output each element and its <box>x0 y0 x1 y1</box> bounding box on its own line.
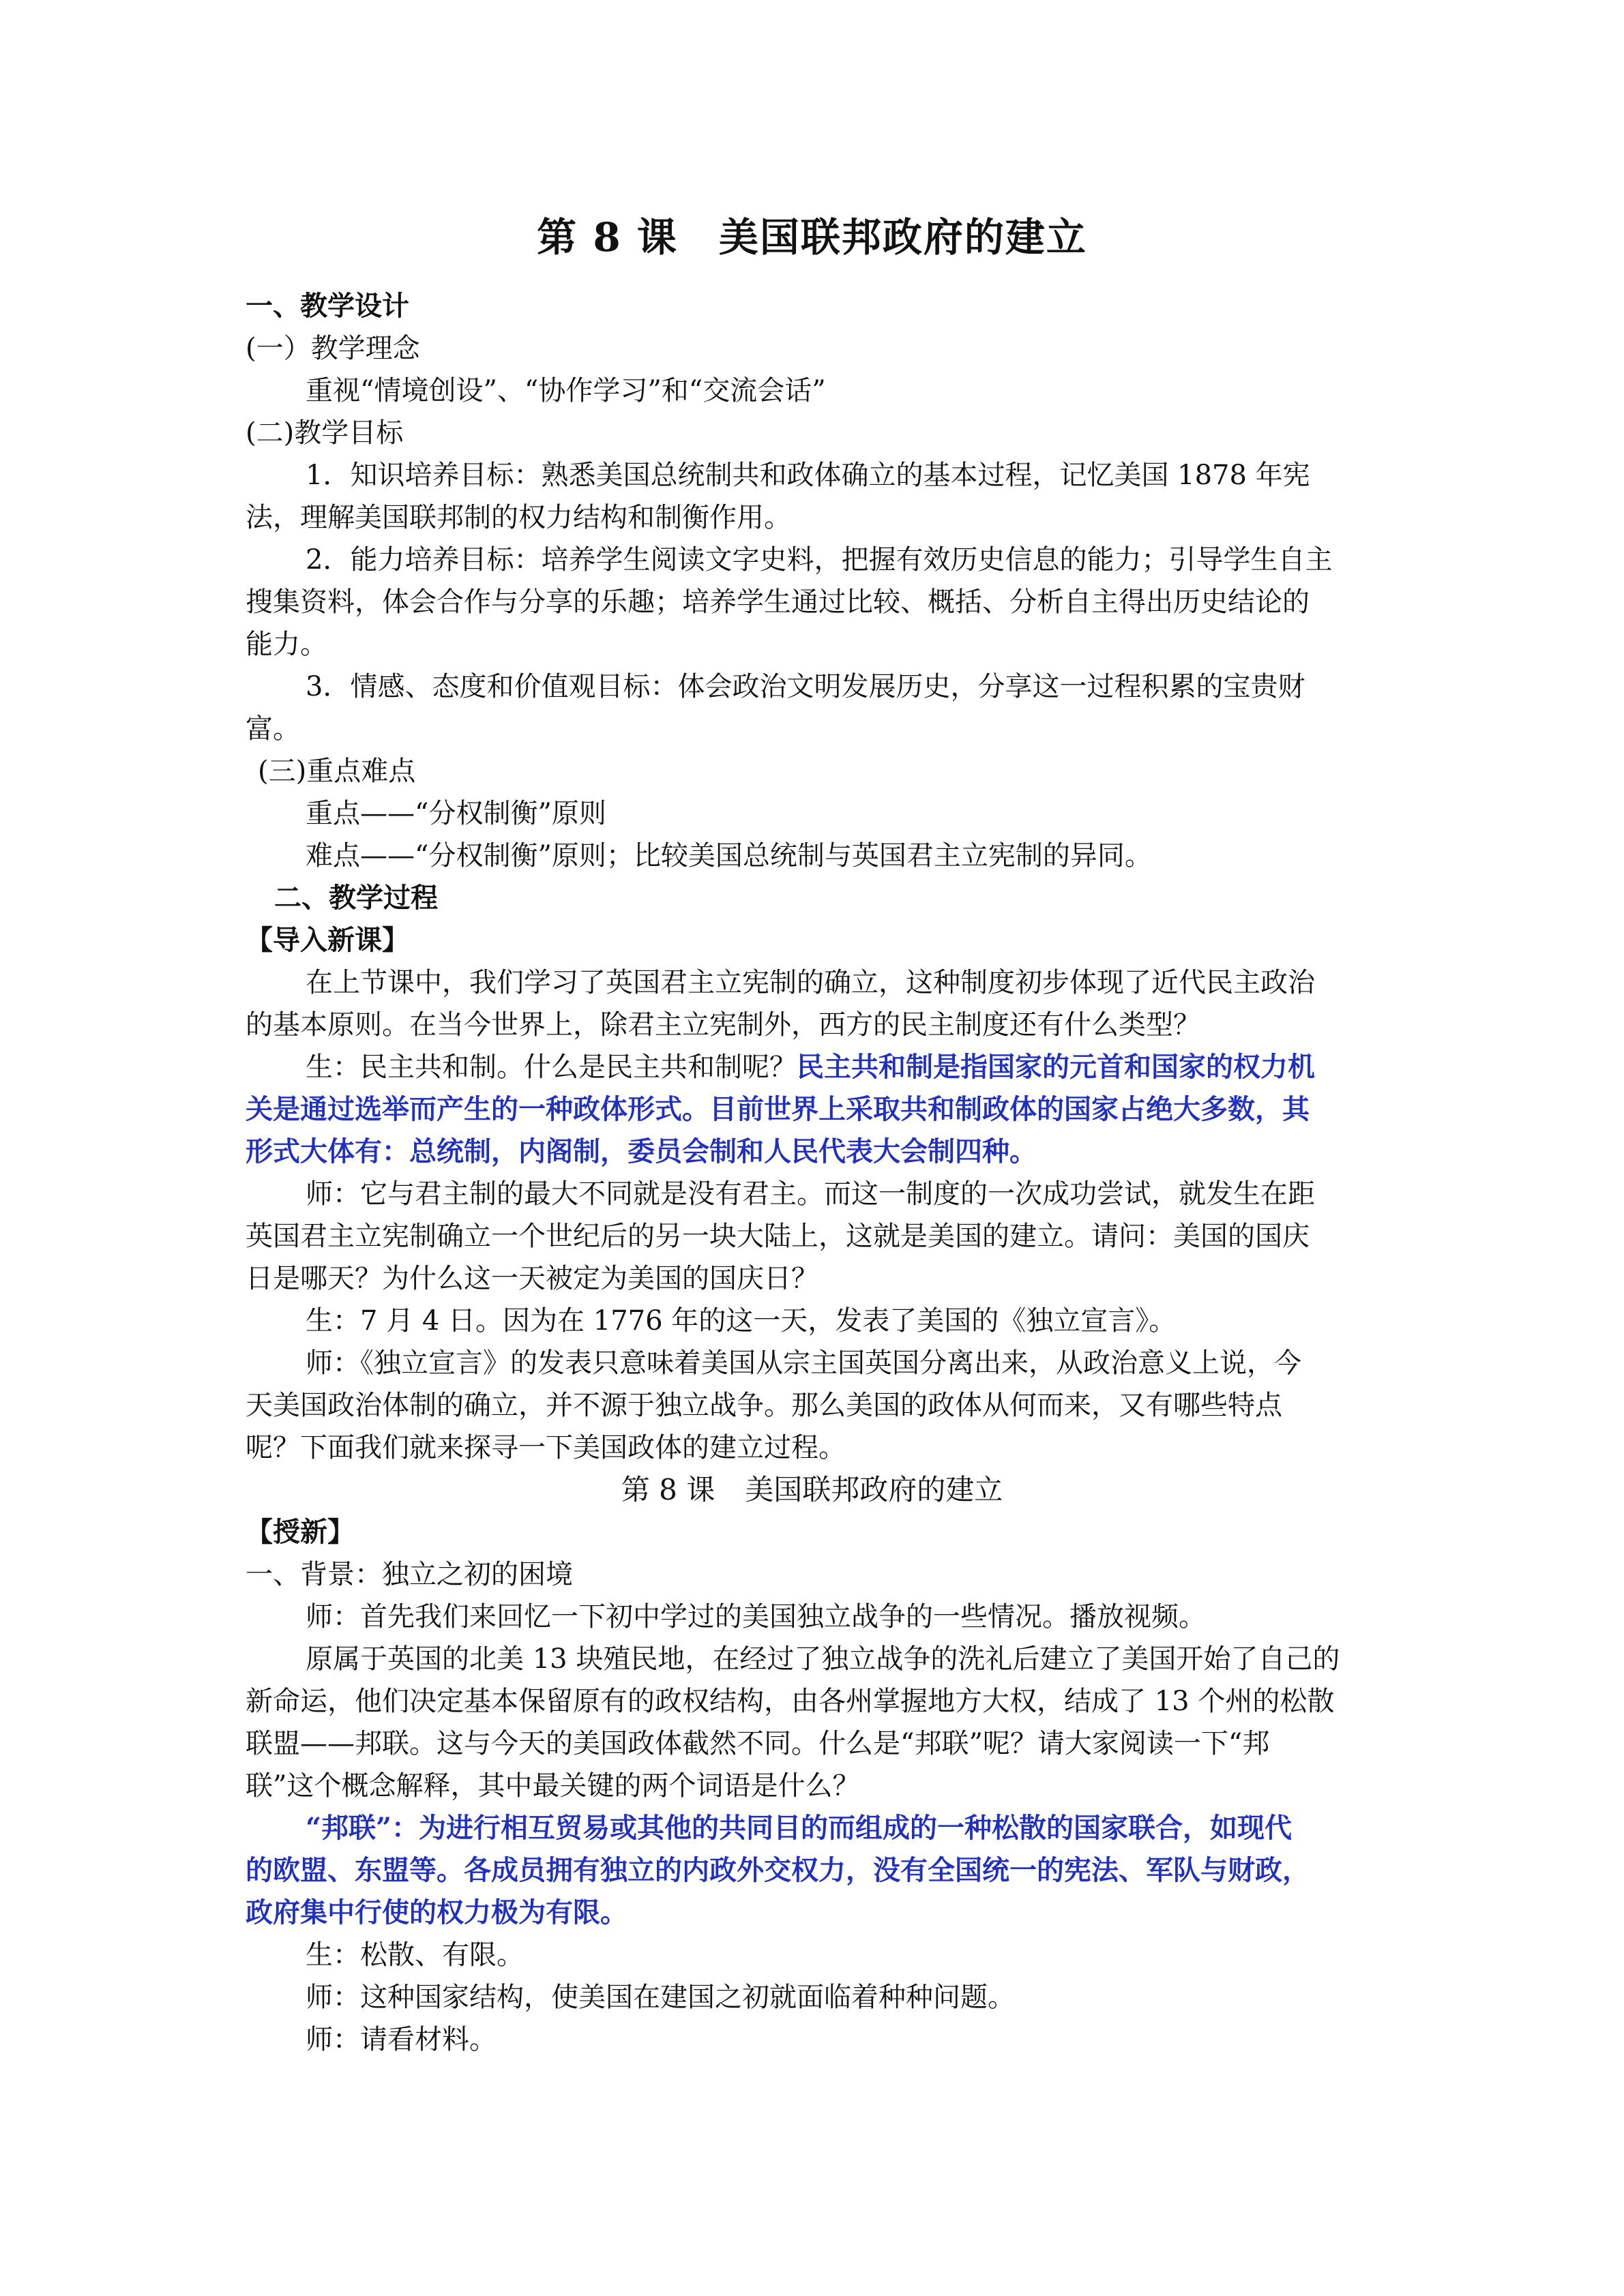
goal-2-line-2: 搜集资料，体会合作与分享的乐趣；培养学生通过比较、概括、分析自主得出历史结论的 <box>246 586 1310 618</box>
section-heading-teaching-design: 一、教学设计 <box>246 290 409 322</box>
goal-2-line-1: 2．能力培养目标：培养学生阅读文字史料，把握有效历史信息的能力；引导学生自主 <box>306 544 1333 576</box>
paragraph-6: 师：首先我们来回忆一下初中学过的美国独立战争的一些情况。播放视频。 <box>306 1601 1206 1632</box>
intro-heading: 【导入新课】 <box>246 925 409 956</box>
paragraph-7-line-4: 联”这个概念解释，其中最关键的两个词语是什么？ <box>246 1770 860 1802</box>
confederation-definition-line-2: 的欧盟、东盟等。各成员拥有独立的内政外交权力，没有全国统一的宪法、军队与财政， <box>246 1854 1310 1886</box>
paragraph-5-line-1: 师：《独立宣言》的发表只意味着美国从宗主国英国分离出来，从政治意义上说，今 <box>306 1347 1301 1379</box>
confederation-definition-line-1: “邦联”：为进行相互贸易或其他的共同目的而组成的一种松散的国家联合，如现代 <box>306 1812 1293 1844</box>
new-lesson-heading: 【授新】 <box>246 1517 355 1548</box>
lesson-subtitle <box>0 1469 1624 1511</box>
paragraph-5-line-3: 呢？下面我们就来探寻一下美国政体的建立过程。 <box>246 1432 846 1463</box>
paragraph-7-line-3: 联盟——邦联。这与今天的美国政体截然不同。什么是“邦联”呢？请大家阅读一下“邦 <box>246 1728 1270 1759</box>
definition-highlight: 民主共和制是指国家的元首和国家的权力机 <box>797 1051 1315 1083</box>
goal-2-line-3: 能力。 <box>246 629 327 660</box>
lesson-subtitle-number: 第 8 课 <box>621 1473 715 1506</box>
concept-text: 重视“情境创设”、“协作学习”和“交流会话” <box>306 375 826 406</box>
paragraph-1-line-1: 在上节课中，我们学习了英国君主立宪制的确立，这种制度初步体现了近代民主政治 <box>306 967 1315 998</box>
subheading-teaching-goals: (二)教学目标 <box>246 417 404 449</box>
paragraph-3-line-3: 日是哪天？为什么这一天被定为美国的国庆日？ <box>246 1263 818 1294</box>
paragraph-1-line-2: 的基本原则。在当今世界上，除君主立宪制外，西方的民主制度还有什么类型？ <box>246 1009 1200 1041</box>
page-title: 第 8 课 美国联邦政府的建立 <box>537 214 1087 260</box>
goal-1-line-1: 1．知识培养目标：熟悉美国总统制共和政体确立的基本过程，记忆美国 1878 年宪 <box>306 460 1310 491</box>
paragraph-2-line-3: 形式大体有：总统制，内阁制，委员会制和人民代表大会制四种。 <box>246 1135 1037 1167</box>
paragraph-2-line-2: 关是通过选举而产生的一种政体形式。目前世界上采取共和制政体的国家占绝大多数，其 <box>246 1093 1310 1125</box>
section-heading-teaching-process: 二、教学过程 <box>274 882 438 914</box>
confederation-definition-line-3: 政府集中行使的权力极为有限。 <box>246 1896 628 1928</box>
paragraph-4: 生：7 月 4 日。因为在 1776 年的这一天，发表了美国的《独立宣言》。 <box>306 1305 1177 1337</box>
subheading-teaching-concept: (一）教学理念 <box>246 333 420 364</box>
subheading-key-points: (三)重点难点 <box>258 756 416 787</box>
goal-3-line-1: 3．情感、态度和价值观目标：体会政治文明发展历史，分享这一过程积累的宝贵财 <box>306 671 1305 702</box>
paragraph-5-line-2: 天美国政治体制的确立，并不源于独立战争。那么美国的政体从何而来，又有哪些特点 <box>246 1390 1282 1421</box>
paragraph-9: 生：松散、有限。 <box>306 1939 524 1971</box>
key-point: 重点——“分权制衡”原则 <box>306 798 606 829</box>
paragraph-3-line-1: 师：它与君主制的最大不同就是没有君主。而这一制度的一次成功尝试，就发生在距 <box>306 1178 1315 1210</box>
paragraph-7-line-2: 新命运，他们决定基本保留原有的政权结构，由各州掌握地方大权，结成了 13 个州的松散 <box>246 1686 1335 1717</box>
paragraph-3-line-2: 英国君主立宪制确立一个世纪后的另一块大陆上，这就是美国的建立。请问：美国的国庆 <box>246 1221 1310 1252</box>
difficult-point: 难点——“分权制衡”原则；比较美国总统制与英国君主立宪制的异同。 <box>306 840 1152 871</box>
student-answer-text: 生：民主共和制。什么是民主共和制呢？ <box>306 1052 797 1083</box>
goal-3-line-2: 富。 <box>246 713 300 745</box>
lesson-subtitle-name: 美国联邦政府的建立 <box>745 1473 1003 1506</box>
goal-1-line-2: 法，理解美国联邦制的权力结构和制衡作用。 <box>246 502 791 533</box>
background-heading: 一、背景：独立之初的困境 <box>246 1559 573 1590</box>
paragraph-7-line-1: 原属于英国的北美 13 块殖民地，在经过了独立战争的洗礼后建立了美国开始了自己的 <box>306 1643 1340 1675</box>
paragraph-2-line-1 <box>0 1046 1624 1088</box>
paragraph-10: 师：这种国家结构，使美国在建国之初就面临着种种问题。 <box>306 1982 1015 2013</box>
paragraph-11: 师：请看材料。 <box>306 2024 497 2055</box>
